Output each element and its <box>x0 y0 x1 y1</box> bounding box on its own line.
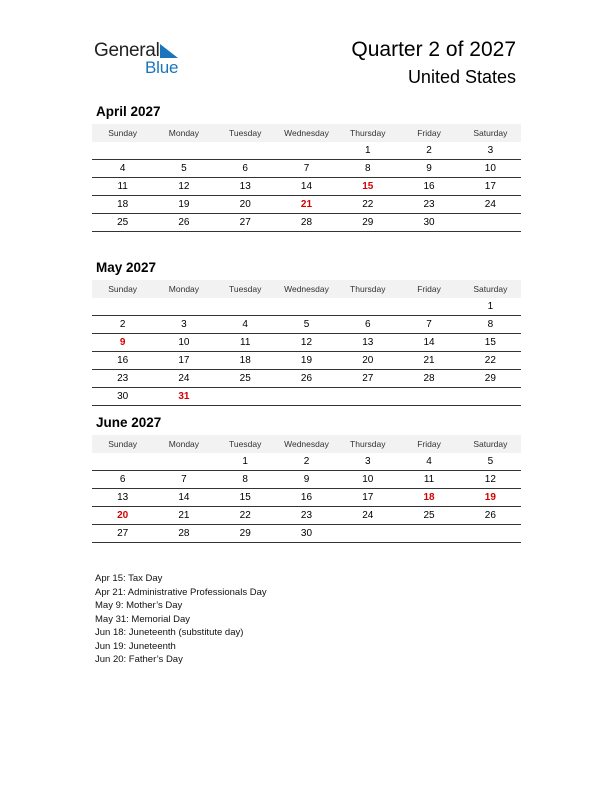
weekday-header: Friday <box>398 435 459 453</box>
day-cell: 18 <box>92 196 153 214</box>
day-cell: 18 <box>398 489 459 507</box>
holiday-item: Jun 18: Juneteenth (substitute day) <box>95 627 244 638</box>
weekday-header: Sunday <box>92 435 153 453</box>
day-cell <box>337 298 398 316</box>
day-cell: 1 <box>337 142 398 160</box>
day-cell: 23 <box>276 507 337 525</box>
week-row <box>92 453 521 471</box>
day-cell: 19 <box>153 196 214 214</box>
weekday-header: Tuesday <box>215 280 276 298</box>
day-cell: 14 <box>398 334 459 352</box>
day-cell: 28 <box>276 214 337 232</box>
day-cell <box>460 525 521 543</box>
day-cell: 4 <box>398 453 459 471</box>
weekday-header: Wednesday <box>276 280 337 298</box>
day-cell: 13 <box>215 178 276 196</box>
day-cell: 25 <box>92 214 153 232</box>
week-row <box>92 489 521 507</box>
holiday-item: May 31: Memorial Day <box>95 613 191 625</box>
day-cell: 1 <box>215 453 276 471</box>
day-cell: 17 <box>460 178 521 196</box>
day-cell: 12 <box>276 334 337 352</box>
day-cell <box>276 142 337 160</box>
day-cell: 7 <box>276 160 337 178</box>
weekday-header: Thursday <box>337 124 398 142</box>
week-row <box>92 525 521 543</box>
day-cell <box>215 142 276 160</box>
holiday-list <box>95 572 267 667</box>
day-cell <box>153 298 214 316</box>
week-row <box>92 370 521 388</box>
day-cell: 5 <box>153 160 214 178</box>
day-cell: 30 <box>92 388 153 406</box>
holiday-item: Jun 20: Father’s Day <box>95 654 183 665</box>
day-cell: 3 <box>337 453 398 471</box>
weekday-header: Thursday <box>337 280 398 298</box>
weekday-header: Tuesday <box>215 435 276 453</box>
day-cell: 28 <box>398 370 459 388</box>
day-cell <box>398 298 459 316</box>
holiday-item: Apr 21: Administrative Professionals Day <box>95 586 267 598</box>
day-cell: 9 <box>276 471 337 489</box>
week-row <box>92 507 521 525</box>
month-title: April 2027 <box>96 104 161 119</box>
month-title: June 2027 <box>96 415 162 430</box>
day-cell: 29 <box>460 370 521 388</box>
day-cell: 18 <box>215 352 276 370</box>
day-cell: 11 <box>398 471 459 489</box>
weekday-header: Friday <box>398 124 459 142</box>
day-cell: 24 <box>153 370 214 388</box>
day-cell: 10 <box>337 471 398 489</box>
day-cell: 2 <box>276 453 337 471</box>
weekday-header: Saturday <box>460 124 521 142</box>
month-title: May 2027 <box>96 260 157 275</box>
day-cell: 13 <box>337 334 398 352</box>
day-cell: 5 <box>460 453 521 471</box>
day-cell: 15 <box>337 178 398 196</box>
day-cell: 2 <box>92 316 153 334</box>
day-cell: 26 <box>153 214 214 232</box>
weekday-header: Monday <box>153 124 214 142</box>
day-cell: 20 <box>337 352 398 370</box>
weekday-header: Monday <box>153 435 214 453</box>
day-cell: 21 <box>398 352 459 370</box>
day-cell <box>92 142 153 160</box>
day-cell: 14 <box>276 178 337 196</box>
week-row <box>92 160 521 178</box>
weekday-header: Thursday <box>337 435 398 453</box>
week-row <box>92 196 521 214</box>
day-cell: 29 <box>215 525 276 543</box>
week-row <box>92 471 521 489</box>
day-cell: 21 <box>153 507 214 525</box>
month-grid <box>92 435 521 543</box>
logo-word-blue: Blue <box>145 58 179 77</box>
day-cell: 19 <box>276 352 337 370</box>
day-cell: 8 <box>215 471 276 489</box>
day-cell: 13 <box>92 489 153 507</box>
generalblue-logo <box>94 40 194 78</box>
weekday-header: Sunday <box>92 124 153 142</box>
day-cell: 11 <box>92 178 153 196</box>
day-cell: 9 <box>398 160 459 178</box>
day-cell: 30 <box>276 525 337 543</box>
week-row <box>92 334 521 352</box>
holiday-item: Apr 15: Tax Day <box>95 573 163 584</box>
day-cell <box>276 388 337 406</box>
day-cell: 6 <box>215 160 276 178</box>
weekday-header: Wednesday <box>276 124 337 142</box>
day-cell <box>215 298 276 316</box>
day-cell <box>92 298 153 316</box>
day-cell <box>337 525 398 543</box>
page-subtitle: United States <box>407 67 516 87</box>
day-cell <box>153 142 214 160</box>
holiday-item: Jun 19: Juneteenth <box>95 640 176 652</box>
day-cell <box>215 388 276 406</box>
day-cell: 22 <box>215 507 276 525</box>
day-cell: 3 <box>460 142 521 160</box>
week-row <box>92 214 521 232</box>
day-cell: 5 <box>276 316 337 334</box>
week-row <box>92 316 521 334</box>
day-cell <box>337 388 398 406</box>
day-cell: 16 <box>92 352 153 370</box>
month-may <box>92 260 521 406</box>
day-cell: 21 <box>276 196 337 214</box>
day-cell: 6 <box>337 316 398 334</box>
day-cell: 15 <box>460 334 521 352</box>
day-cell: 10 <box>460 160 521 178</box>
day-cell: 14 <box>153 489 214 507</box>
day-cell: 19 <box>460 489 521 507</box>
weekday-header: Friday <box>398 280 459 298</box>
day-cell: 17 <box>153 352 214 370</box>
day-cell: 9 <box>92 334 153 352</box>
day-cell: 27 <box>92 525 153 543</box>
weekday-header: Sunday <box>92 280 153 298</box>
day-cell: 23 <box>398 196 459 214</box>
week-row <box>92 142 521 160</box>
week-row <box>92 298 521 316</box>
week-row <box>92 352 521 370</box>
day-cell: 4 <box>92 160 153 178</box>
holiday-item: May 9: Mother’s Day <box>95 600 183 611</box>
day-cell <box>460 214 521 232</box>
month-grid <box>92 280 521 406</box>
page-title: Quarter 2 of 2027 <box>351 38 516 61</box>
day-cell: 27 <box>215 214 276 232</box>
day-cell: 23 <box>92 370 153 388</box>
day-cell <box>276 298 337 316</box>
month-april <box>92 104 521 232</box>
day-cell: 25 <box>398 507 459 525</box>
weekday-header: Saturday <box>460 435 521 453</box>
day-cell: 29 <box>337 214 398 232</box>
day-cell <box>398 525 459 543</box>
day-cell: 12 <box>153 178 214 196</box>
day-cell: 1 <box>460 298 521 316</box>
week-row <box>92 178 521 196</box>
day-cell: 8 <box>337 160 398 178</box>
day-cell: 16 <box>398 178 459 196</box>
day-cell <box>398 388 459 406</box>
day-cell: 27 <box>337 370 398 388</box>
month-june <box>92 415 521 543</box>
day-cell: 31 <box>153 388 214 406</box>
day-cell: 30 <box>398 214 459 232</box>
day-cell: 7 <box>398 316 459 334</box>
day-cell: 7 <box>153 471 214 489</box>
weekday-header: Tuesday <box>215 124 276 142</box>
day-cell: 28 <box>153 525 214 543</box>
day-cell: 4 <box>215 316 276 334</box>
day-cell: 24 <box>460 196 521 214</box>
day-cell: 8 <box>460 316 521 334</box>
day-cell: 25 <box>215 370 276 388</box>
day-cell: 11 <box>215 334 276 352</box>
day-cell: 16 <box>276 489 337 507</box>
day-cell <box>153 453 214 471</box>
day-cell: 3 <box>153 316 214 334</box>
day-cell: 26 <box>276 370 337 388</box>
weekday-header: Monday <box>153 280 214 298</box>
day-cell: 10 <box>153 334 214 352</box>
day-cell: 20 <box>92 507 153 525</box>
day-cell: 15 <box>215 489 276 507</box>
month-grid <box>92 124 521 232</box>
logo-word-general: General <box>94 40 160 61</box>
day-cell: 26 <box>460 507 521 525</box>
week-row <box>92 388 521 406</box>
day-cell <box>460 388 521 406</box>
day-cell: 2 <box>398 142 459 160</box>
day-cell: 20 <box>215 196 276 214</box>
day-cell <box>92 453 153 471</box>
day-cell: 6 <box>92 471 153 489</box>
weekday-header: Wednesday <box>276 435 337 453</box>
day-cell: 12 <box>460 471 521 489</box>
day-cell: 22 <box>460 352 521 370</box>
day-cell: 24 <box>337 507 398 525</box>
day-cell: 17 <box>337 489 398 507</box>
day-cell: 22 <box>337 196 398 214</box>
weekday-header: Saturday <box>460 280 521 298</box>
